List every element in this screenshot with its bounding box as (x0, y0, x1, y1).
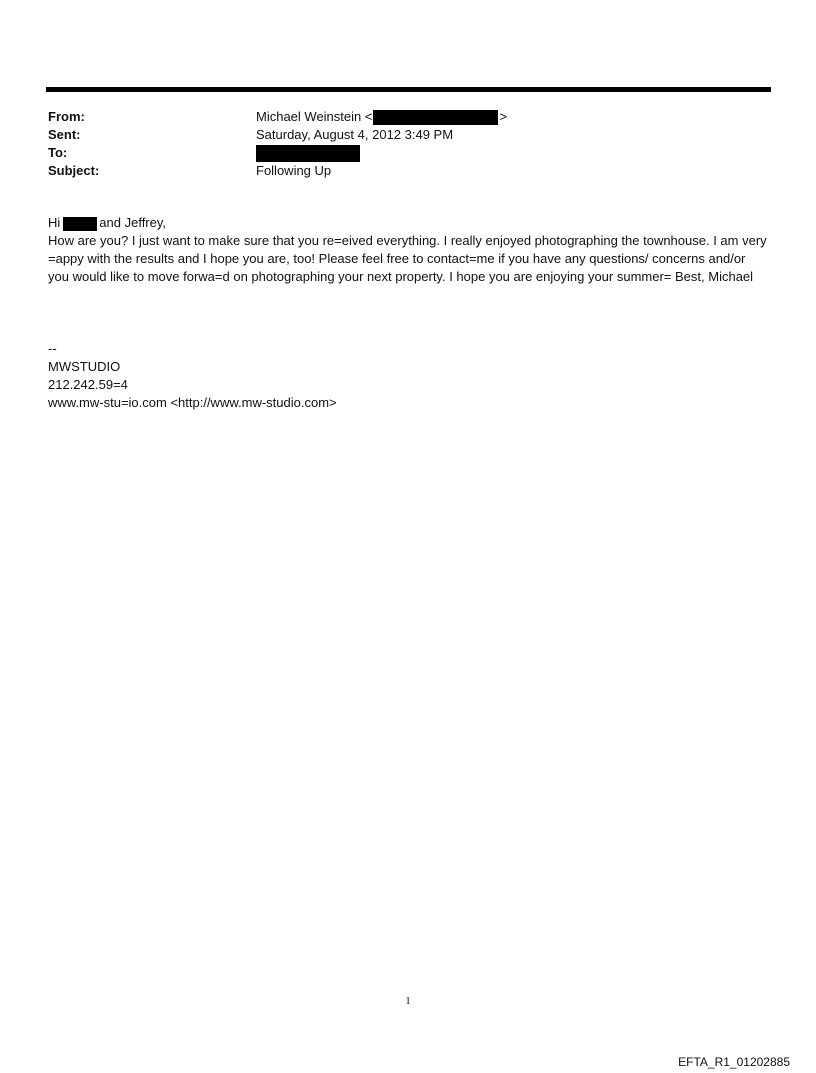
from-label: From: (48, 109, 85, 124)
from-value (256, 108, 507, 126)
sender-email-close: > (499, 109, 508, 124)
sent-row (48, 126, 768, 144)
redacted-recipient (256, 145, 360, 162)
body-paragraph: How are you? I just want to make sure that you re=eived everything. I really enjoyed photographing the townhouse. I am very =appy with the results and I hope you are, too! Please feel free to contact=me if you have any questions/ concerns and/or you would like to move forwa=d on photographing your next property. I hope you are enjoying your summer= Best, Michael (48, 233, 767, 284)
greeting-rest: and Jeffrey, (99, 215, 167, 230)
greeting-hi: Hi (48, 215, 61, 230)
sender-name: Michael Weinstein < (256, 109, 373, 124)
email-header (48, 108, 768, 180)
sent-label: Sent: (48, 127, 81, 142)
header-divider-rule (46, 87, 771, 92)
signature-website: www.mw-stu=io.com <http://www.mw-studio.com> (48, 395, 337, 410)
signature-studio: MWSTUDIO (48, 359, 121, 374)
signature-dashes: -- (48, 341, 57, 356)
subject-label: Subject: (48, 163, 100, 178)
greeting-line (48, 214, 768, 232)
signature-phone: 212.242.59=4 (48, 377, 128, 392)
document-id: EFTA_R1_01202885 (678, 1055, 790, 1069)
email-body (48, 214, 768, 286)
email-signature (48, 340, 768, 412)
from-row (48, 108, 768, 126)
to-value (256, 144, 360, 162)
to-row (48, 144, 768, 162)
redacted-sender-email (373, 110, 498, 125)
sent-value: Saturday, August 4, 2012 3:49 PM (256, 127, 454, 142)
subject-row (48, 162, 768, 180)
subject-value: Following Up (256, 163, 332, 178)
redacted-recipient-name (63, 217, 97, 231)
page-number: 1 (405, 995, 411, 1007)
to-label: To: (48, 145, 68, 160)
